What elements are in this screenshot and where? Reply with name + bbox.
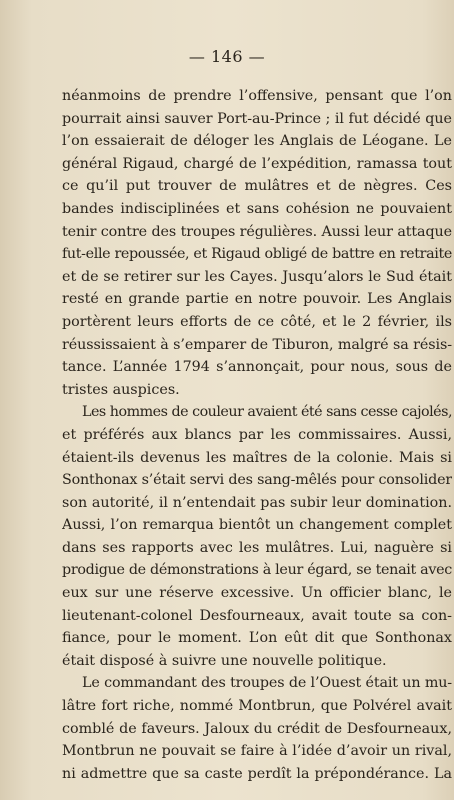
paragraph (62, 672, 452, 785)
body-text (62, 85, 452, 785)
text-line: Sonthonax s’était servi des sang-mêlés pour consolider (62, 472, 452, 489)
text-line: l’on essaierait de déloger les Anglais de Léogane. Le (62, 133, 452, 150)
text-line: fiance, pour le moment. L’on eût dit que Sonthonax (62, 630, 452, 647)
text-line: lieutenant-colonel Desfourneaux, avait toute sa con- (62, 607, 452, 624)
text-line: portèrent leurs efforts de ce côté, et le 2 février, ils (62, 313, 452, 330)
text-line: eux sur une réserve excessive. Un officier blanc, le (62, 585, 452, 602)
text-line: fut-elle repoussée, et Rigaud obligé de battre en retraite (62, 246, 452, 263)
text-line: lâtre fort riche, nommé Montbrun, que Polvérel avait (62, 698, 452, 715)
text-line: était disposé à suivre une nouvelle politique. (62, 652, 387, 669)
text-line: son autorité, il n’entendait pas subir leur domination. (62, 494, 452, 511)
paragraph (62, 85, 452, 401)
text-line: réussissaient à s’emparer de Tiburon, malgré sa résis- (62, 336, 452, 353)
text-line: et de se retirer sur les Cayes. Jusqu’alors le Sud était (62, 268, 452, 285)
text-line: étaient-ils devenus les maîtres de la colonie. Mais si (62, 449, 452, 466)
text-line: Les hommes de couleur avaient été sans cesse cajolés, (82, 404, 452, 421)
text-line: tance. L’année 1794 s’annonçait, pour nous, sous de (62, 359, 452, 376)
text-line: tristes auspices. (62, 381, 180, 398)
text-line: ni admettre que sa caste perdît la prépondérance. La (62, 765, 452, 782)
paragraph (62, 401, 452, 672)
text-line: tenir contre des troupes régulières. Aussi leur attaque (62, 223, 452, 240)
text-line: ce qu’il put trouver de mulâtres et de nègres. Ces (62, 178, 452, 195)
text-line: comblé de faveurs. Jaloux du crédit de Desfourneaux, (62, 720, 452, 737)
text-line: Le commandant des troupes de l’Ouest était un mu- (82, 675, 452, 692)
text-line: Aussi, l’on remarqua bientôt un changement complet (62, 517, 452, 534)
text-line: Montbrun ne pouvait se faire à l’idée d’avoir un rival, (62, 743, 452, 760)
text-line: néanmoins de prendre l’offensive, pensant que l’on (62, 88, 452, 104)
page-number: — 146 — (188, 47, 266, 66)
text-line: et préférés aux blancs par les commissaires. Aussi, (62, 426, 452, 443)
text-line: général Rigaud, chargé de l’expédition, ramassa tout (62, 155, 452, 172)
text-line: pourrait ainsi sauver Port-au-Prince ; il fut décidé que (62, 110, 452, 127)
text-line: resté en grande partie en notre pouvoir. Les Anglais (62, 291, 452, 308)
text-line: dans ses rapports avec les mulâtres. Lui, naguère si (62, 539, 452, 556)
text-line: prodigue de démonstrations à leur égard, se tenait avec (62, 562, 452, 579)
text-line: bandes indisciplinées et sans cohésion ne pouvaient (62, 200, 452, 217)
